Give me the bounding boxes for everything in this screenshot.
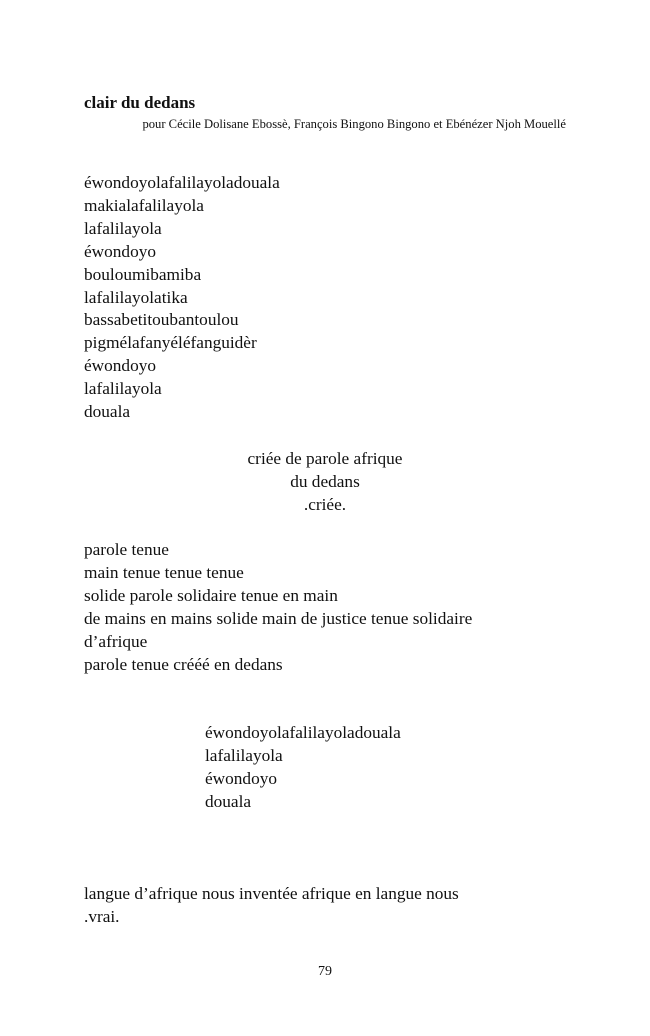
verse-line: pigmélafanyéléfanguidèr xyxy=(84,333,257,353)
verse-line: d’afrique xyxy=(84,631,148,651)
verse-line: solide parole solidaire tenue en main xyxy=(84,585,338,605)
verse-line: criée de parole afrique xyxy=(247,449,403,468)
stanza-3 xyxy=(84,539,472,676)
poem-title: clair du dedans xyxy=(84,93,196,112)
verse-line: éwondoyo xyxy=(84,356,156,376)
verse-line: main tenue tenue tenue xyxy=(84,562,244,582)
verse-line: makialafalilayola xyxy=(84,195,204,215)
verse-line: lafalilayolatika xyxy=(84,287,188,307)
verse-line: du dedans xyxy=(290,471,360,491)
verse-line: douala xyxy=(205,791,252,811)
stanza-1 xyxy=(84,172,280,424)
verse-line: lafalilayola xyxy=(205,745,283,765)
verse-line: lafalilayola xyxy=(84,218,162,238)
verse-line: parole tenue xyxy=(84,540,169,559)
page-number: 79 xyxy=(318,964,332,979)
verse-line: éwondoyo xyxy=(205,768,277,788)
verse-line: langue d’afrique nous inventée afrique en langue nous xyxy=(84,884,459,903)
verse-line: éwondoyolafalilayoladouala xyxy=(205,723,401,742)
stanza-4-indented xyxy=(205,722,401,814)
stanza-2-centered xyxy=(220,448,430,517)
verse-line: parole tenue crééé en dedans xyxy=(84,654,283,674)
stanza-5 xyxy=(84,883,459,929)
verse-line: bassabetitoubantoulou xyxy=(84,310,239,330)
verse-line: éwondoyolafalilayoladouala xyxy=(84,173,280,192)
verse-line: bouloumibamiba xyxy=(84,264,202,284)
verse-line: de mains en mains solide main de justice tenue solidaire xyxy=(84,608,473,628)
verse-line: douala xyxy=(84,402,131,422)
verse-line: .vrai. xyxy=(84,906,120,926)
verse-line: lafalilayola xyxy=(84,379,162,399)
verse-line: éwondoyo xyxy=(84,241,156,261)
verse-line: .criée. xyxy=(303,494,347,514)
poem-dedication: pour Cécile Dolisane Ebossè, François Bingono Bingono et Ebénézer Njoh Mouellé xyxy=(142,117,566,131)
